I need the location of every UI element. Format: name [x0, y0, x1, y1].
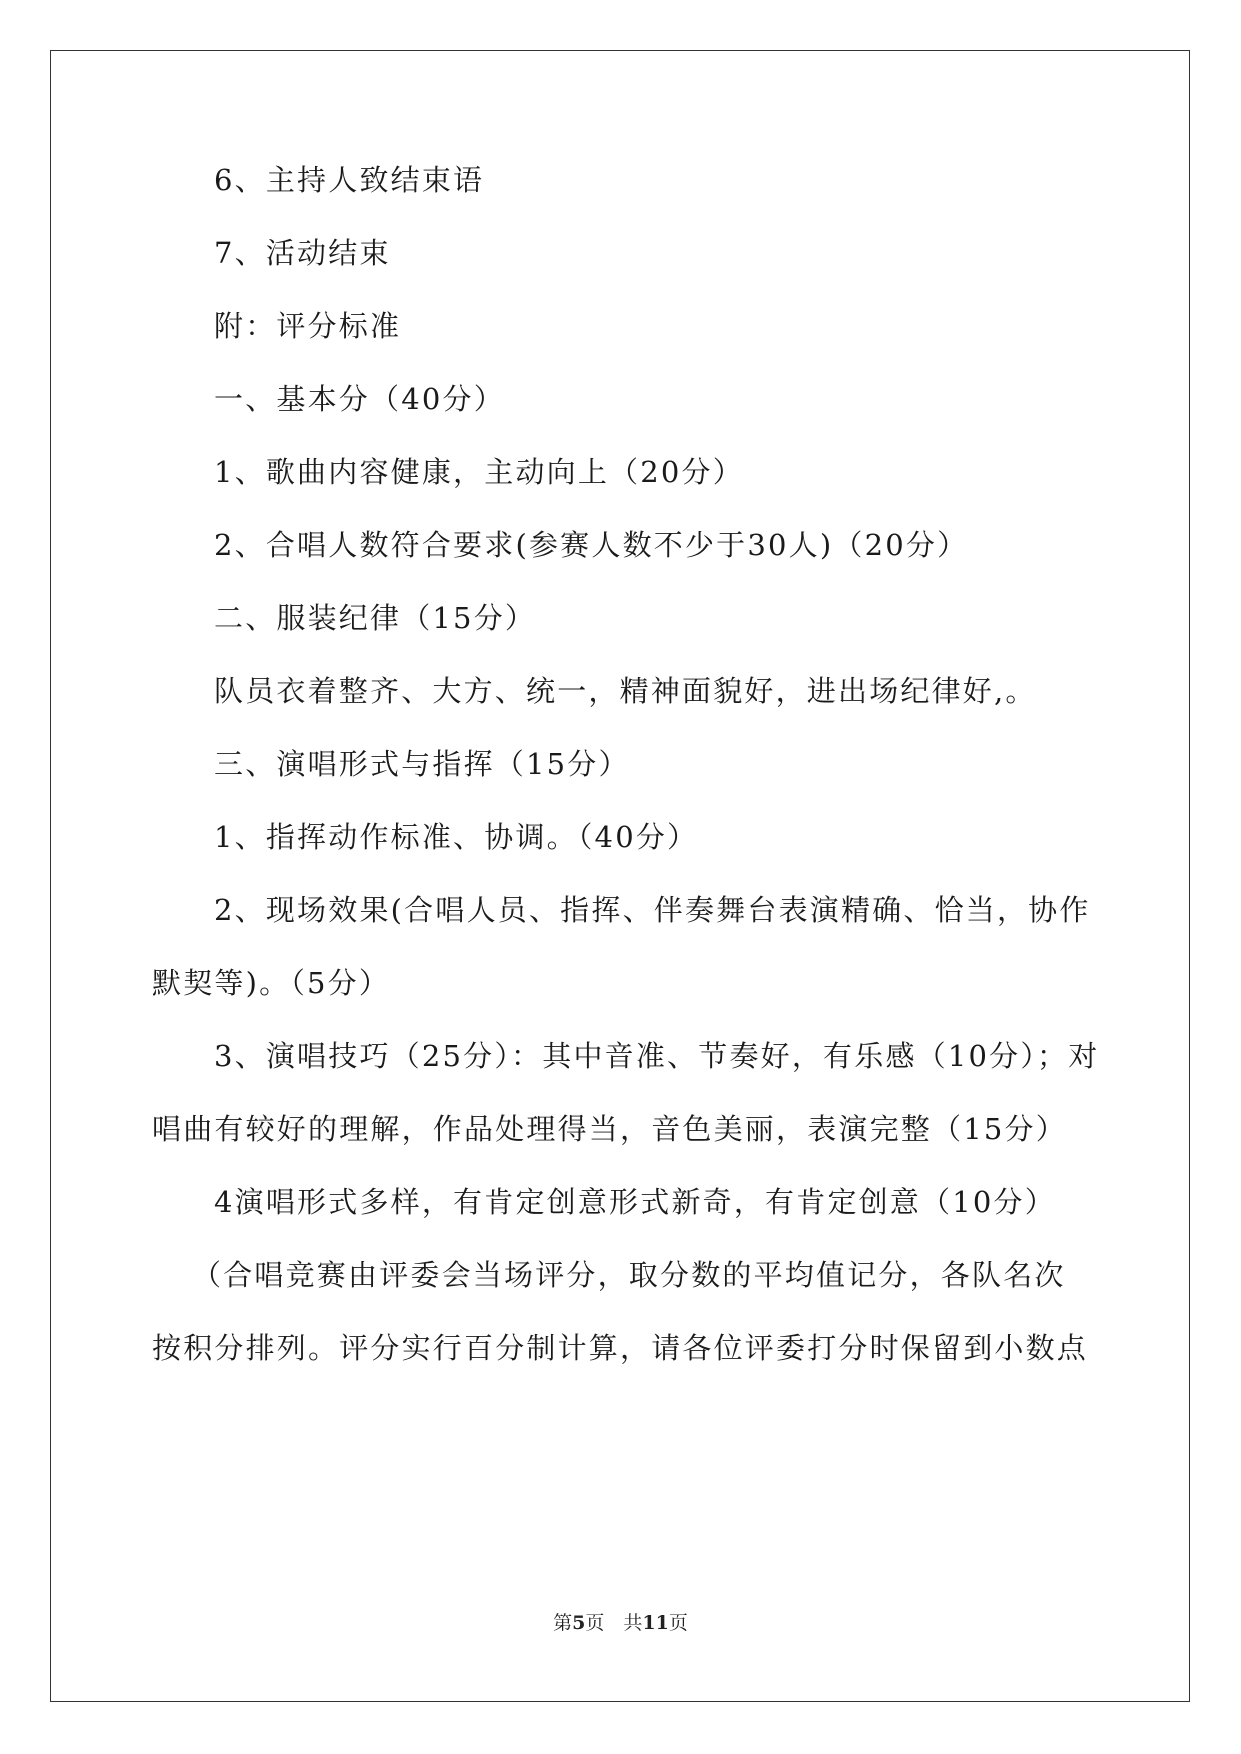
footer-prefix: 第: [553, 1612, 573, 1634]
text-line: 附：评分标准: [214, 309, 402, 343]
section-heading: 一、基本分（40分）: [214, 382, 505, 416]
section-heading: 三、演唱形式与指挥（15分）: [214, 747, 630, 781]
text-line: 3、演唱技巧（25分）：其中音准、节奏好，有乐感（10分）；对: [214, 1039, 1100, 1073]
footer-mid: 页 共: [585, 1612, 643, 1634]
footer-total-pages: 11: [642, 1612, 669, 1634]
text-line: 4演唱形式多样，有肯定创意形式新奇，有肯定创意（10分）: [214, 1185, 1056, 1219]
text-line: 7、活动结束: [214, 236, 391, 270]
page-border: [50, 50, 1190, 1702]
text-line: 按积分排列。评分实行百分制计算，请各位评委打分时保留到小数点: [152, 1331, 1089, 1365]
text-line: 1、指挥动作标准、协调。（40分）: [214, 820, 699, 854]
page-footer: [0, 1608, 1241, 1635]
text-line: （合唱竞赛由评委会当场评分，取分数的平均值记分，各队名次: [192, 1258, 1066, 1292]
text-line: 6、主持人致结束语: [214, 163, 485, 197]
text-line: 1、歌曲内容健康，主动向上（20分）: [214, 455, 744, 489]
text-line: 默契等)。（5分）: [152, 966, 391, 1000]
footer-suffix: 页: [668, 1612, 688, 1634]
section-heading: 二、服装纪律（15分）: [214, 601, 537, 635]
text-line: 唱曲有较好的理解，作品处理得当，音色美丽，表演完整（15分）: [152, 1112, 1067, 1146]
footer-page-number: 5: [572, 1612, 586, 1634]
text-line: 队员衣着整齐、大方、统一，精神面貌好，进出场纪律好,。: [214, 674, 1037, 708]
text-line: 2、合唱人数符合要求(参赛人数不少于30人)（20分）: [214, 528, 969, 562]
text-line: 2、现场效果(合唱人员、指挥、伴奏舞台表演精确、恰当，协作: [214, 893, 1091, 927]
